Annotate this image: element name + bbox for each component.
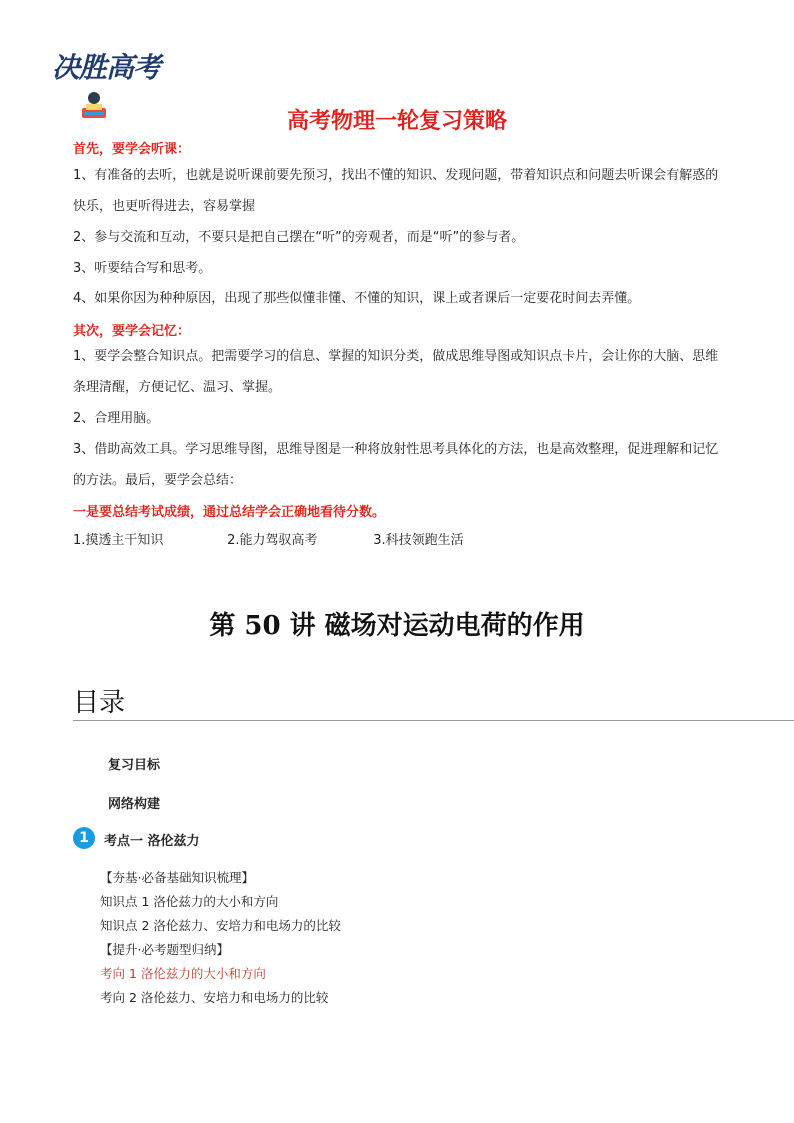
paragraph: 3、听要结合写和思考。 [73, 261, 212, 276]
summary-line: 一是要总结考试成绩，通过总结学会正确地看待分数。 [73, 505, 386, 520]
paragraph: 1、要学会整合知识点。把需要学习的信息、掌握的知识分类，做成思维导图或知识点卡片，会让你的大脑、思维条理清醒，方便记忆、温习、掌握。 [73, 349, 719, 395]
section-heading-memory: 其次，要学会记忆： [73, 324, 191, 339]
paragraph: 3、借助高效工具。学习思维导图，思维导图是一种将放射性思考具体化的方法，也是高效整理，促进理解和记忆的方法。最后，要学会总结： [73, 442, 719, 488]
toc-sub-item[interactable]: 考向 1 洛伦兹力的大小和方向 [100, 966, 266, 981]
paragraph: 2、参与交流和互动，不要只是把自己摆在“听”的旁观者，而是“听”的参与者。 [73, 230, 525, 245]
section-heading-listening: 首先，要学会听课： [73, 142, 191, 157]
paragraph: 2、合理用脑。 [73, 411, 160, 426]
toc-sub-heading: 【夯基·必备基础知识梳理】 [100, 870, 254, 885]
toc-sub-heading: 【提升·必考题型归纳】 [100, 942, 229, 957]
toc-sub-item[interactable]: 知识点 2 洛伦兹力、安培力和电场力的比较 [100, 918, 341, 933]
toc-item[interactable]: 复习目标 [108, 758, 161, 773]
summary-items [73, 529, 464, 548]
summary-item: 3.科技领跑生活 [373, 533, 464, 548]
toc-title: 目录 [73, 688, 126, 718]
page-title: 高考物理一轮复习策略 [286, 109, 507, 134]
point-number-badge: 1 [73, 827, 95, 849]
summary-item: 1.摸透主干知识 [73, 533, 164, 548]
toc-sub-item[interactable]: 考向 2 洛伦兹力、安培力和电场力的比较 [100, 990, 329, 1005]
toc-divider [73, 720, 794, 721]
toc-item[interactable]: 网络构建 [108, 797, 161, 812]
logo-text: 决胜高考 [52, 51, 161, 84]
paragraph: 4、如果你因为种种原因，出现了那些似懂非懂、不懂的知识，课上或者课后一定要花时间去弄懂。 [73, 291, 641, 306]
summary-item: 2.能力驾驭高考 [227, 533, 318, 548]
toc-point[interactable]: 考点一 洛伦兹力 [104, 834, 200, 849]
toc-sub-item[interactable]: 知识点 1 洛伦兹力的大小和方向 [100, 894, 279, 909]
lecture-title: 第 50 讲 磁场对运动电荷的作用 [209, 611, 585, 641]
paragraph: 1、有准备的去听，也就是说听课前要先预习，找出不懂的知识、发现问题，带着知识点和问题去听课会有解惑的快乐，也更听得进去，容易掌握 [73, 168, 719, 214]
